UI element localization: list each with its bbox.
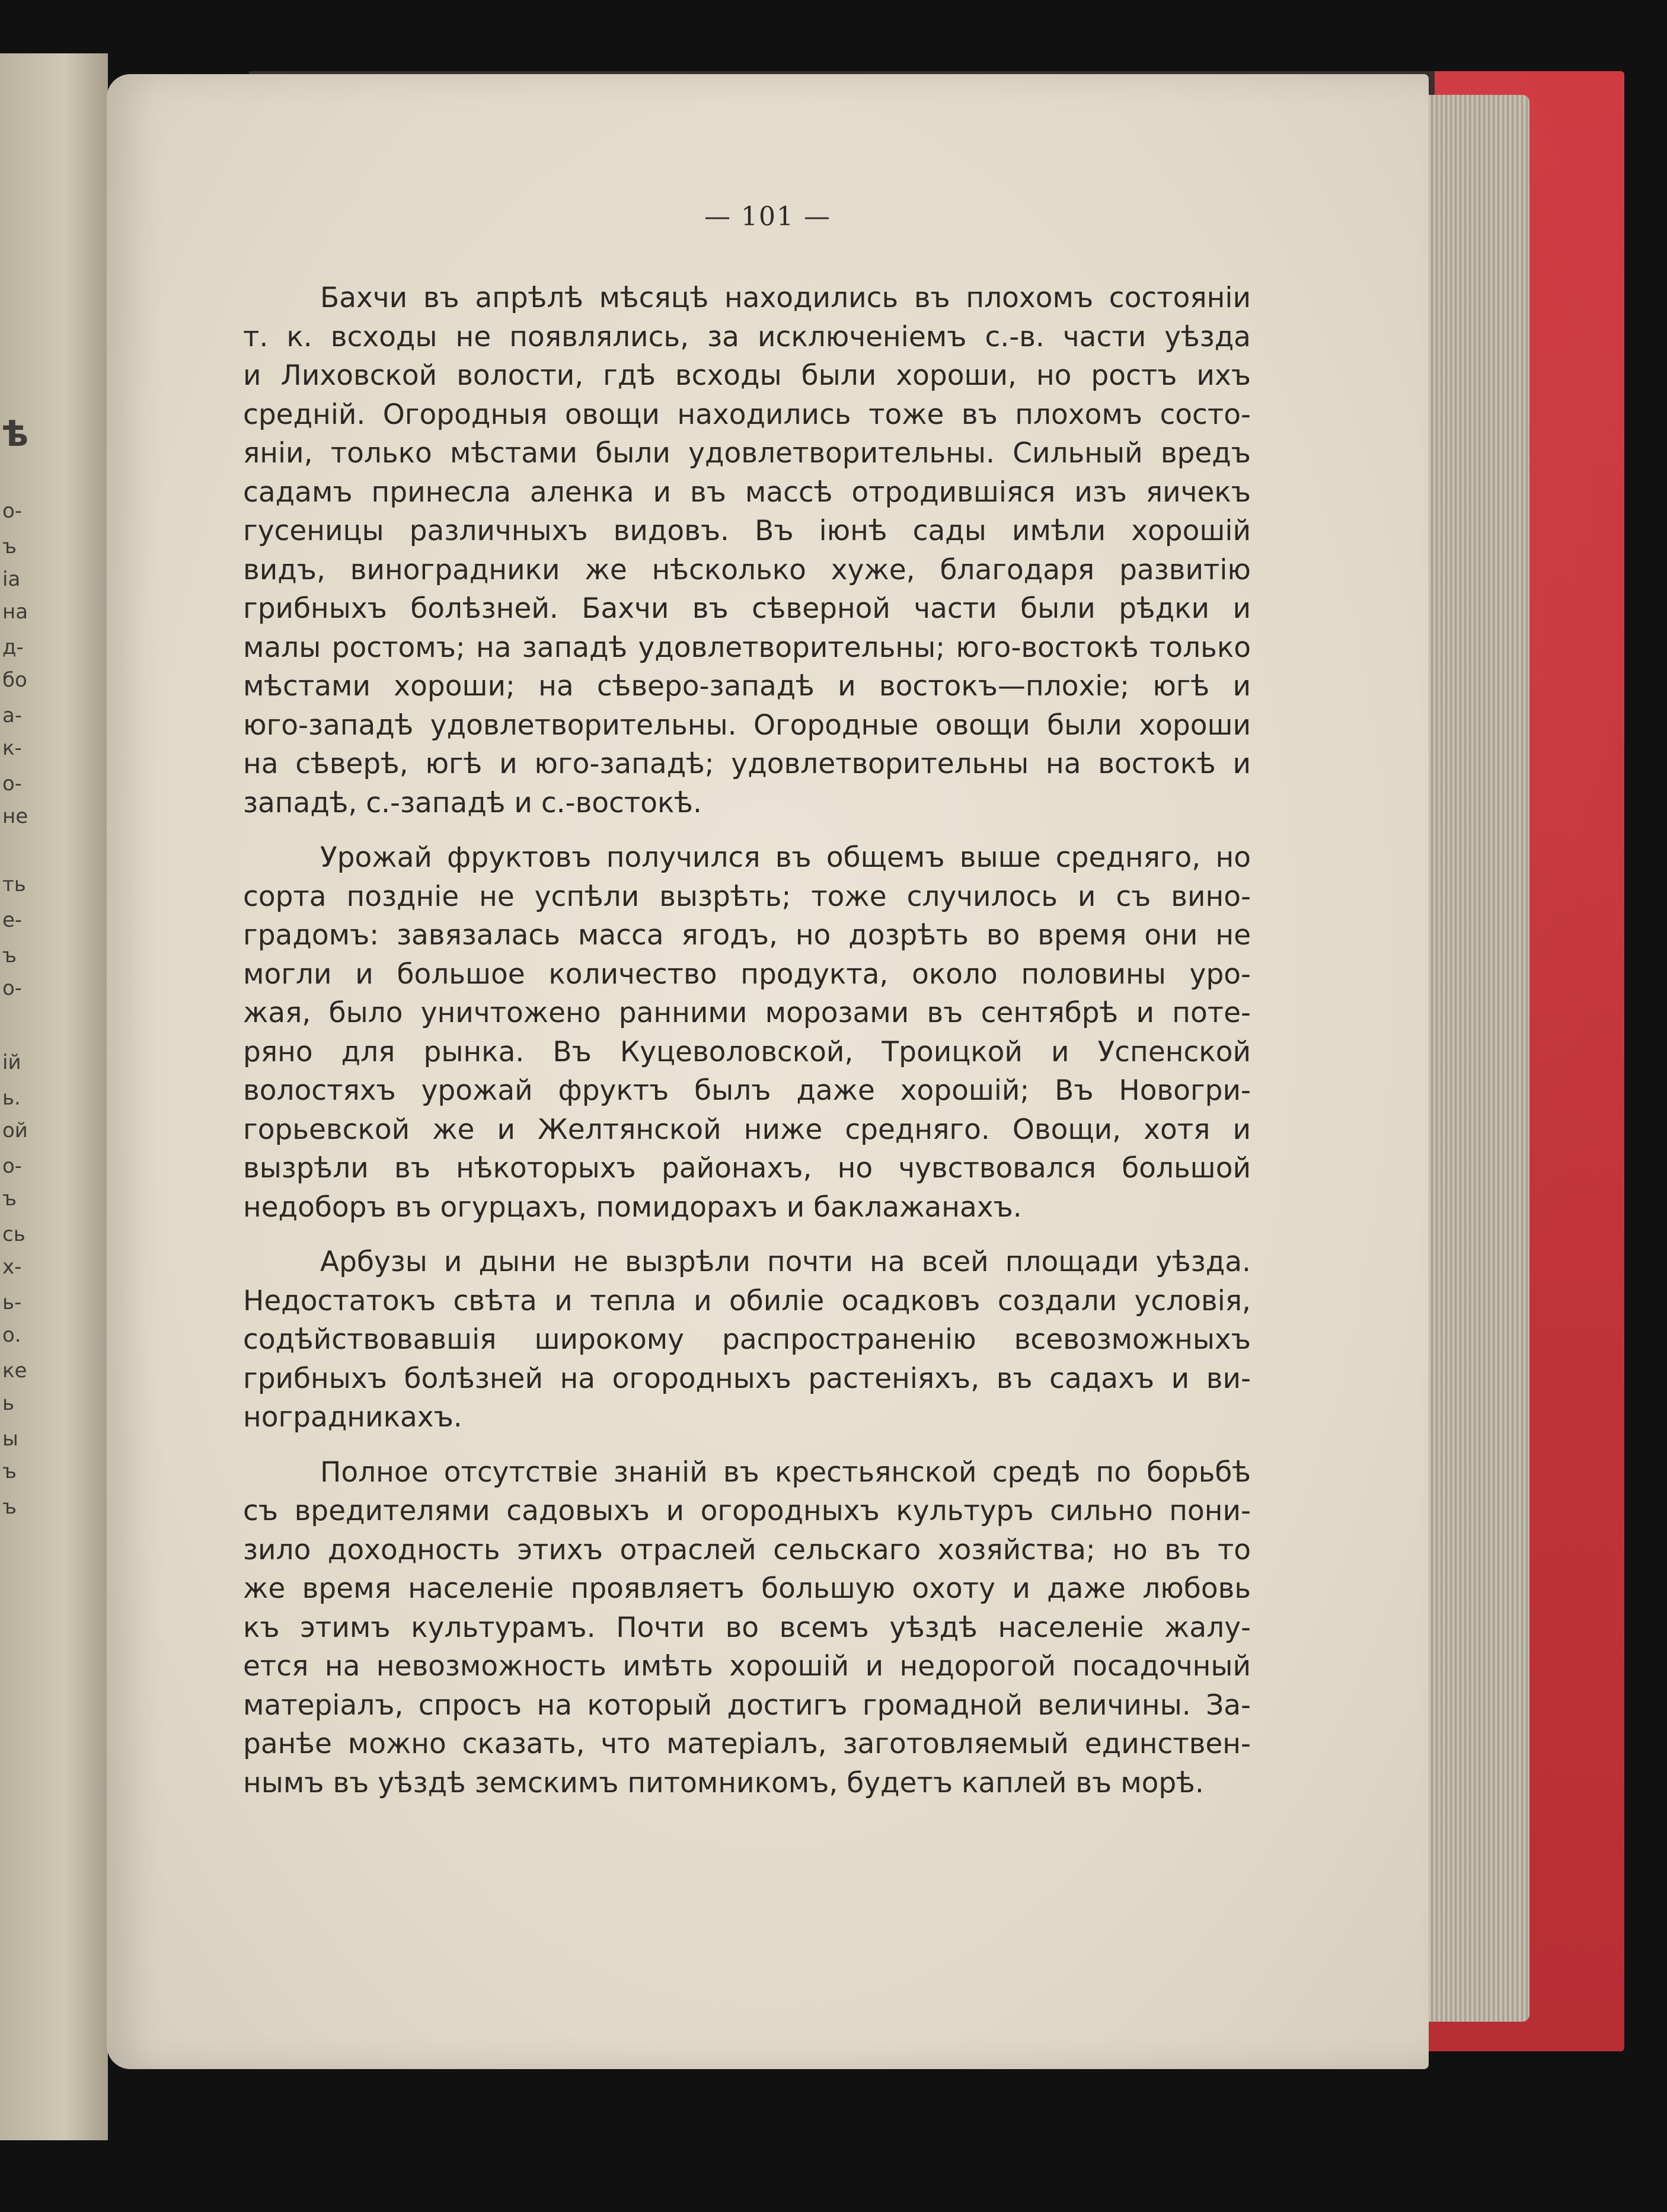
text-line: матеріалъ, спросъ на который достигъ громадной величины. За- [243, 1688, 1251, 1722]
page-number: — 101 — [704, 202, 831, 232]
text-line: гусеницы различныхъ видовъ. Въ іюнѣ сады имѣли хорошій [243, 515, 1251, 547]
left-page-fragment: о- [2, 1154, 23, 1178]
text-line: ранѣе можно сказать, что матеріалъ, заготовляемый единствен- [243, 1728, 1251, 1760]
left-page-fragment: ь. [2, 1086, 21, 1110]
left-page-fragment: ь- [2, 1291, 22, 1314]
text-line: съ вредителями садовыхъ и огородныхъ культуръ сильно пони- [243, 1495, 1251, 1527]
text-line: могли и большое количество продукта, около половины уро- [243, 957, 1251, 991]
left-page-fragment: ть [2, 873, 26, 896]
left-page-fragment: о- [2, 499, 23, 523]
text-line: градомъ: завязалась масса ягодъ, но дозрѣть во время они не [243, 919, 1251, 952]
left-page-fragment: ъ [2, 1495, 17, 1519]
left-page-fragment: бо [2, 668, 27, 692]
left-page-fragment: о- [2, 772, 23, 796]
text-line: садамъ принесла аленка и въ массѣ отродившіяся изъ яичекъ [243, 475, 1251, 509]
left-page-fragment: а- [2, 704, 23, 727]
text-line: же время населеніе проявляетъ большую охоту и даже любовь [243, 1572, 1251, 1605]
text-line: мѣстами хороши; на сѣверо-западѣ и востокъ—плохіе; югѣ и [243, 670, 1251, 703]
text-line: юго-западѣ удовлетворительны. Огородные овощи были хороши [243, 708, 1251, 742]
left-page-fragment: ой [2, 1119, 28, 1142]
text-line: ноградникахъ. [243, 1401, 462, 1434]
text-line: ряно для рынка. Въ Куцеволовской, Троицкой и Успенской [243, 1035, 1251, 1068]
text-line: малы ростомъ; на западѣ удовлетворительны; юго-востокѣ только [243, 631, 1251, 664]
body-text [243, 279, 1251, 1818]
left-page-fragment: не [2, 805, 28, 828]
paragraph [243, 838, 1251, 1227]
left-page-fragment: ъ [2, 1460, 17, 1483]
left-page-fragment: е- [2, 908, 23, 932]
paragraph [243, 1453, 1251, 1803]
text-line: грибныхъ болѣзней. Бахчи въ сѣверной части были рѣдки и [243, 592, 1251, 625]
left-page-fragment: ь [2, 1391, 15, 1415]
left-page [0, 53, 108, 2140]
text-line: и Лиховской волости, гдѣ всходы были хороши, но ростъ ихъ [243, 359, 1251, 392]
paragraph [243, 279, 1251, 822]
text-line: т. к. всходы не появлялись, за исключеніемъ с.-в. части уѣзда [243, 320, 1251, 353]
text-line: Урожай фруктовъ получился въ общемъ выше средняго, но [320, 841, 1251, 874]
text-line: волостяхъ урожай фруктъ былъ даже хорошій; Въ Новогри- [243, 1074, 1251, 1107]
text-line: недоборъ въ огурцахъ, помидорахъ и баклажанахъ. [243, 1190, 1022, 1224]
text-line: яніи, только мѣстами были удовлетворительны. Сильный вредъ [243, 437, 1251, 470]
text-line: нымъ въ уѣздѣ земскимъ питомникомъ, будетъ каплей въ морѣ. [243, 1766, 1204, 1799]
left-page-fragment: ъ [2, 944, 17, 968]
text-line: горьевской же и Желтянской ниже средняго. Овощи, хотя и [243, 1113, 1251, 1146]
left-page-fragment: о. [2, 1323, 21, 1347]
text-line: ется на невозможность имѣть хорошій и недорогой посадочный [243, 1650, 1251, 1683]
left-page-fragment: іа [2, 567, 21, 591]
text-line: видъ, виноградники же нѣсколько хуже, благодаря развитію [243, 553, 1251, 586]
right-page [107, 74, 1429, 2069]
text-line: жая, было уничтожено ранними морозами въ сентябрѣ и поте- [243, 997, 1251, 1029]
left-page-fragment: ы [2, 1427, 18, 1451]
left-page-fragment: ъ [2, 535, 17, 558]
text-line: Бахчи въ апрѣлѣ мѣсяцѣ находились въ плохомъ состояніи [320, 282, 1251, 314]
left-page-fragment: х- [2, 1255, 22, 1279]
text-line: къ этимъ культурамъ. Почти во всемъ уѣздѣ населеніе жалу- [243, 1611, 1251, 1644]
left-page-fragment: к- [2, 736, 22, 760]
text-line: Арбузы и дыни не вызрѣли почти на всей площади уѣзда. [320, 1246, 1251, 1278]
left-page-fragment: о- [2, 976, 23, 1000]
text-line: западѣ, с.-западѣ и с.-востокѣ. [243, 786, 702, 819]
left-page-fragment: ке [2, 1359, 27, 1383]
text-line: содѣйствовавшія широкому распространенію всевозможныхъ [243, 1323, 1251, 1356]
text-line: вызрѣли въ нѣкоторыхъ районахъ, но чувствовался большой [243, 1152, 1251, 1185]
left-page-fragment: сь [2, 1222, 25, 1246]
left-page-fragment: на [2, 600, 28, 624]
text-line: грибныхъ болѣзней на огородныхъ растеніяхъ, въ садахъ и ви- [243, 1362, 1251, 1395]
text-line: Полное отсутствіе знаній въ крестьянской средѣ по борьбѣ [320, 1455, 1251, 1489]
text-line: на сѣверѣ, югѣ и юго-западѣ; удовлетворительны на востокѣ и [243, 748, 1251, 780]
left-page-heading-fragment: ѣ [2, 413, 29, 455]
left-page-fragment: д- [2, 636, 24, 659]
left-page-fragment: ій [2, 1051, 21, 1074]
text-line: средній. Огородныя овощи находились тоже въ плохомъ состо- [243, 398, 1251, 431]
text-line: зило доходность этихъ отраслей сельскаго хозяйства; но въ то [243, 1533, 1251, 1566]
paragraph [243, 1243, 1251, 1437]
text-line: Недостатокъ свѣта и тепла и обиліе осадковъ создали условія, [243, 1284, 1251, 1317]
text-line: сорта поздніе не успѣли вызрѣть; тоже случилось и съ вино- [243, 880, 1251, 913]
left-page-fragment: ъ [2, 1187, 17, 1211]
